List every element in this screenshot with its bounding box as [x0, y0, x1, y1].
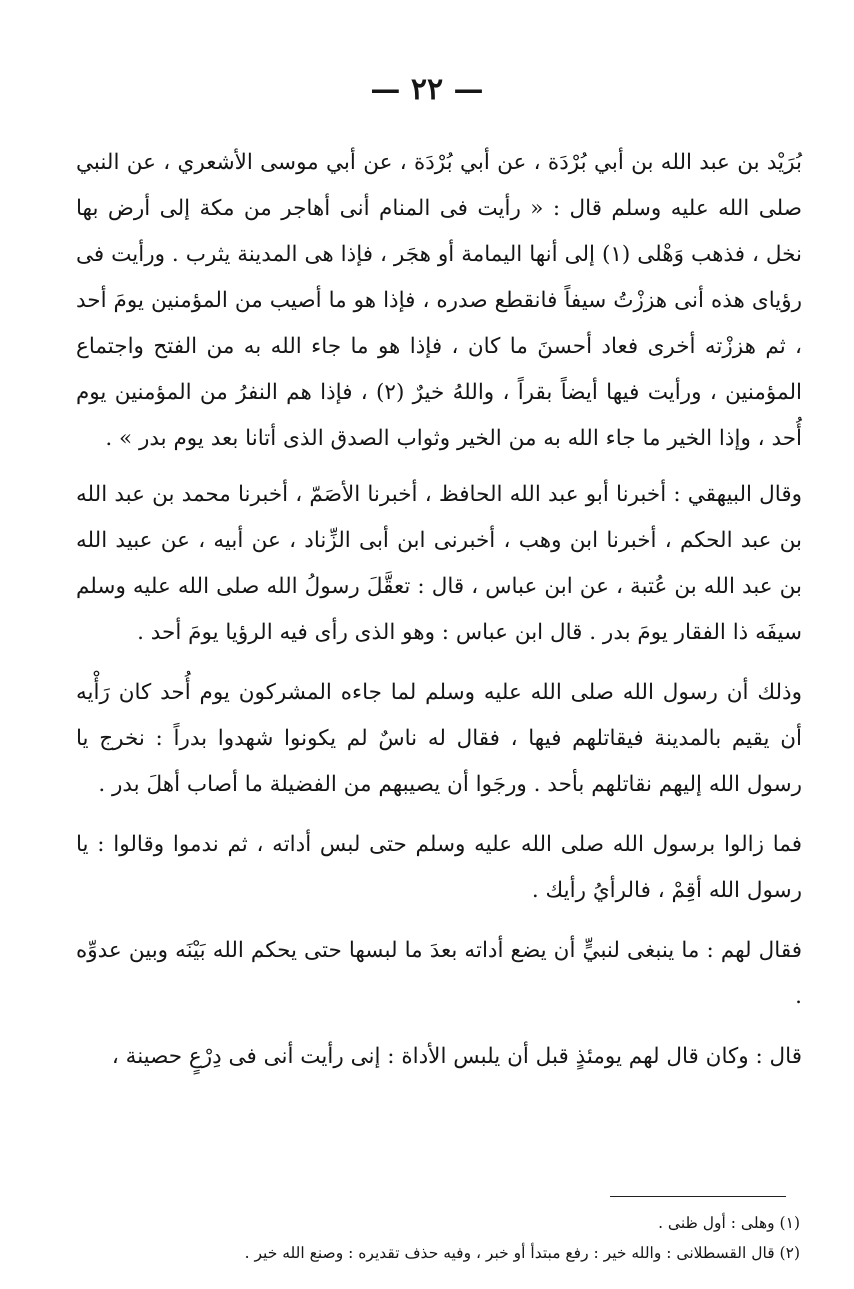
footnote-divider [610, 1196, 786, 1197]
footnote-2: (٢) قال القسطلانى : والله خير : رفع مبتدأ أو خبر ، وفيه حذف تقديره : وصنع الله خير . [244, 1244, 800, 1262]
page-number: — ٢٢ — [370, 72, 484, 107]
footnotes [96, 1208, 800, 1268]
paragraph-uhud-council: وذلك أن رسول الله صلى الله عليه وسلم لما جاءه المشركون يوم أُحد كان رَأْيه أن يقيم بالمدينة فيقاتلهم فيها ، فقال له ناسٌ لم يكونوا شهدوا بدراً : نخرج يا رسول الله إليهم نقاتلهم بأحد . ورجَوا أن يصيبهم من الفضيلة ما أصاب أهلَ بدر . [76, 680, 802, 797]
paragraph-bayhaqi: وقال البيهقي : أخبرنا أبو عبد الله الحافظ ، أخبرنا الأصَمّ ، أخبرنا محمد بن عبد الله بن عبد الحكم ، أخبرنا ابن وهب ، أخبرنى ابن أبى الزِّناد ، عن أبيه ، عن عبيد الله بن عبد الله بن عُتبة ، عن ابن عباس ، قال : تعقَّلَ رسولُ الله صلى الله عليه وسلم سيفَه ذا الفقار يومَ بدر . قال ابن عباس : وهو الذى رأى فيه الرؤيا يومَ أحد . [76, 482, 802, 645]
paragraph-hadith: بُرَيْد بن عبد الله بن أبي بُرْدَة ، عن أبي بُرْدَة ، عن أبي موسى الأشعري ، عن النبي صلى الله عليه وسلم قال : « رأيت فى المنام أنى أهاجر من مكة إلى أرض بها نخل ، فذهب وَهْلى (١) إلى أنها اليمامة أو هجَر ، فإذا هى المدينة يثرب . ورأيت فى رؤياى هذه أنى هززْتُ سيفاً فانقطع صدره ، فإذا هو ما أصيب من المؤمنين يومَ أحد ، ثم هززْته أخرى فعاد أحسنَ ما كان ، فإذا هو ما جاء الله به من الفتح واجتماع المؤمنين ، ورأيت فيها أيضاً بقراً ، واللهُ خيرٌ (٢) ، فإذا هم النفرُ من المؤمنين يوم أُحد ، وإذا الخير ما جاء الله به من الخير وثواب الصدق الذى أتانا بعد يوم بدر » . [76, 150, 802, 451]
body-text [76, 140, 802, 1094]
footnote-1: (١) وهلى : أول ظنى . [658, 1214, 800, 1232]
paragraph-prophet-reply: فقال لهم : ما ينبغى لنبيٍّ أن يضع أداته بعدَ ما لبسها حتى يحكم الله بَيْنَه وبين عدوِّه . [76, 938, 802, 1009]
paragraph-regret: فما زالوا برسول الله صلى الله عليه وسلم حتى لبس أداته ، ثم ندموا وقالوا : يا رسول الله أقِمْ ، فالرأيُ رأيك . [76, 832, 802, 903]
paragraph-armor-dream: قال : وكان قال لهم يومئذٍ قبل أن يلبس الأداة : إنى رأيت أنى فى دِرْعٍ حصينة ، [111, 1044, 802, 1069]
